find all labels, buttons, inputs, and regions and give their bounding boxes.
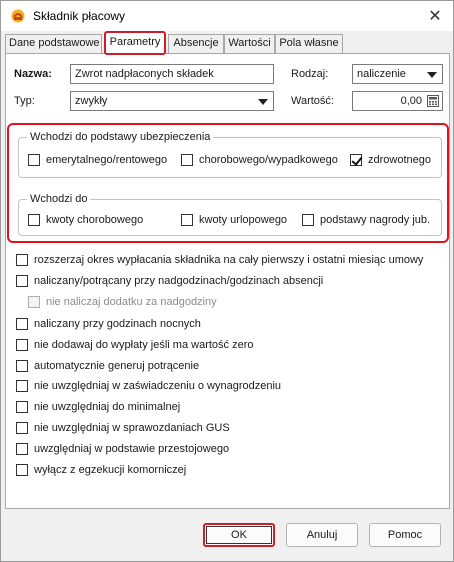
checkbox-nie-dodawaj-zero[interactable] — [16, 339, 254, 351]
checkbox-box[interactable] — [28, 214, 40, 226]
checkbox-rozszerzaj-okres[interactable] — [16, 254, 423, 266]
checkbox-box[interactable] — [181, 154, 193, 166]
checkbox-nie-naliczaj-dodatku — [28, 296, 217, 308]
chevron-down-icon — [258, 99, 268, 105]
app-logo-icon — [11, 9, 25, 23]
wartosc-input[interactable] — [352, 91, 443, 111]
checkbox-emerytalnego[interactable] — [28, 154, 167, 166]
group-title-ubezpieczenia: Wchodzi do podstawy ubezpieczenia — [27, 130, 213, 144]
checkbox-box-disabled — [28, 296, 40, 308]
checkbox-box[interactable] — [16, 380, 28, 392]
checkbox-nadgodziny[interactable] — [16, 275, 323, 287]
chevron-down-icon — [427, 72, 437, 78]
typ-label: Typ: — [14, 95, 35, 107]
checkbox-label: emerytalnego/rentowego — [46, 154, 168, 166]
checkbox-przestojowego[interactable] — [16, 443, 229, 455]
cancel-button[interactable]: Anuluj — [286, 523, 358, 547]
tab-pola-wlasne[interactable]: Pola własne — [275, 34, 343, 53]
tab-absencje[interactable]: Absencje — [168, 34, 224, 53]
tab-wartosci[interactable]: Wartości — [224, 34, 275, 53]
rodzaj-value: naliczenie — [357, 68, 406, 80]
checkbox-label: nie naliczaj dodatku za nadgodziny — [46, 296, 217, 308]
title-bar — [1, 1, 453, 31]
typ-value: zwykły — [75, 95, 108, 107]
checkbox-box[interactable] — [16, 275, 28, 287]
checkbox-label: uwzględniaj w podstawie przestojowego — [34, 443, 230, 455]
checkbox-zdrowotnego[interactable] — [350, 154, 431, 166]
nazwa-input[interactable]: Zwrot nadpłaconych składek — [70, 64, 274, 84]
checkbox-gus[interactable] — [16, 422, 230, 434]
rodzaj-label: Rodzaj: — [291, 68, 329, 80]
checkbox-godziny-nocne[interactable] — [16, 318, 201, 330]
checkbox-label: kwoty urlopowego — [199, 214, 288, 226]
checkbox-label: rozszerzaj okres wypłacania składnika na cały pierwszy i ostatni miesiąc umowy — [34, 254, 424, 266]
checkbox-box[interactable] — [16, 464, 28, 476]
checkbox-nagrody-jub[interactable] — [302, 214, 430, 226]
tab-dane-podstawowe[interactable]: Dane podstawowe — [5, 34, 102, 53]
checkbox-label: chorobowego/wypadkowego — [199, 154, 338, 166]
checkbox-label: zdrowotnego — [368, 154, 431, 166]
rodzaj-select[interactable] — [352, 64, 443, 84]
group-wchodzi-do — [18, 193, 442, 236]
group-title-wchodzi: Wchodzi do — [27, 192, 90, 206]
checkbox-kwoty-chorobowego[interactable] — [28, 214, 143, 226]
checkbox-box[interactable] — [16, 360, 28, 372]
checkbox-box[interactable] — [16, 401, 28, 413]
wartosc-value: 0,00 — [400, 95, 422, 107]
checkbox-label: automatycznie generuj potrącenie — [34, 360, 200, 372]
wartosc-label: Wartość: — [291, 95, 334, 107]
checkbox-box[interactable] — [181, 214, 193, 226]
checkbox-label: wyłącz z egzekucji komorniczej — [34, 464, 187, 476]
checkbox-label: kwoty chorobowego — [46, 214, 144, 226]
checkbox-box[interactable] — [16, 339, 28, 351]
close-button[interactable] — [421, 3, 449, 29]
checkbox-box[interactable] — [16, 318, 28, 330]
help-button[interactable]: Pomoc — [369, 523, 441, 547]
window-title: Składnik płacowy — [33, 9, 126, 23]
checkbox-box[interactable] — [16, 443, 28, 455]
checkbox-label: nie uwzględniaj do minimalnej — [34, 401, 181, 413]
checkbox-zaswiadczenie[interactable] — [16, 380, 281, 392]
tab-parametry[interactable]: Parametry — [105, 32, 165, 54]
typ-select[interactable] — [70, 91, 274, 111]
checkbox-chorobowego[interactable] — [181, 154, 338, 166]
checkbox-box[interactable] — [16, 422, 28, 434]
checkbox-box[interactable] — [16, 254, 28, 266]
group-podstawa-ubezpieczenia — [18, 131, 442, 178]
nazwa-label: Nazwa: — [14, 68, 52, 80]
checkbox-label: nie dodawaj do wypłaty jeśli ma wartość zero — [34, 339, 254, 351]
checkbox-egzekucja[interactable] — [16, 464, 186, 476]
checkbox-label: nie uwzględniaj w zaświadczeniu o wynagrodzeniu — [34, 380, 282, 392]
close-icon: ✕ — [428, 8, 442, 25]
ok-button[interactable]: OK — [203, 523, 275, 547]
checkbox-generuj-potracenie[interactable] — [16, 360, 199, 372]
checkbox-label: podstawy nagrody jub. — [320, 214, 431, 226]
checkbox-box[interactable] — [28, 154, 40, 166]
checkbox-minimalnej[interactable] — [16, 401, 180, 413]
checkbox-label: naliczany przy godzinach nocnych — [34, 318, 201, 330]
checkbox-label: nie uwzględniaj w sprawozdaniach GUS — [34, 422, 230, 434]
checkbox-label: naliczany/potrącany przy nadgodzinach/godzinach absencji — [34, 275, 324, 287]
checkbox-kwoty-urlopowego[interactable] — [181, 214, 287, 226]
calculator-icon[interactable] — [427, 95, 439, 107]
checkbox-box[interactable] — [302, 214, 314, 226]
checkbox-box-checked[interactable] — [350, 154, 362, 166]
